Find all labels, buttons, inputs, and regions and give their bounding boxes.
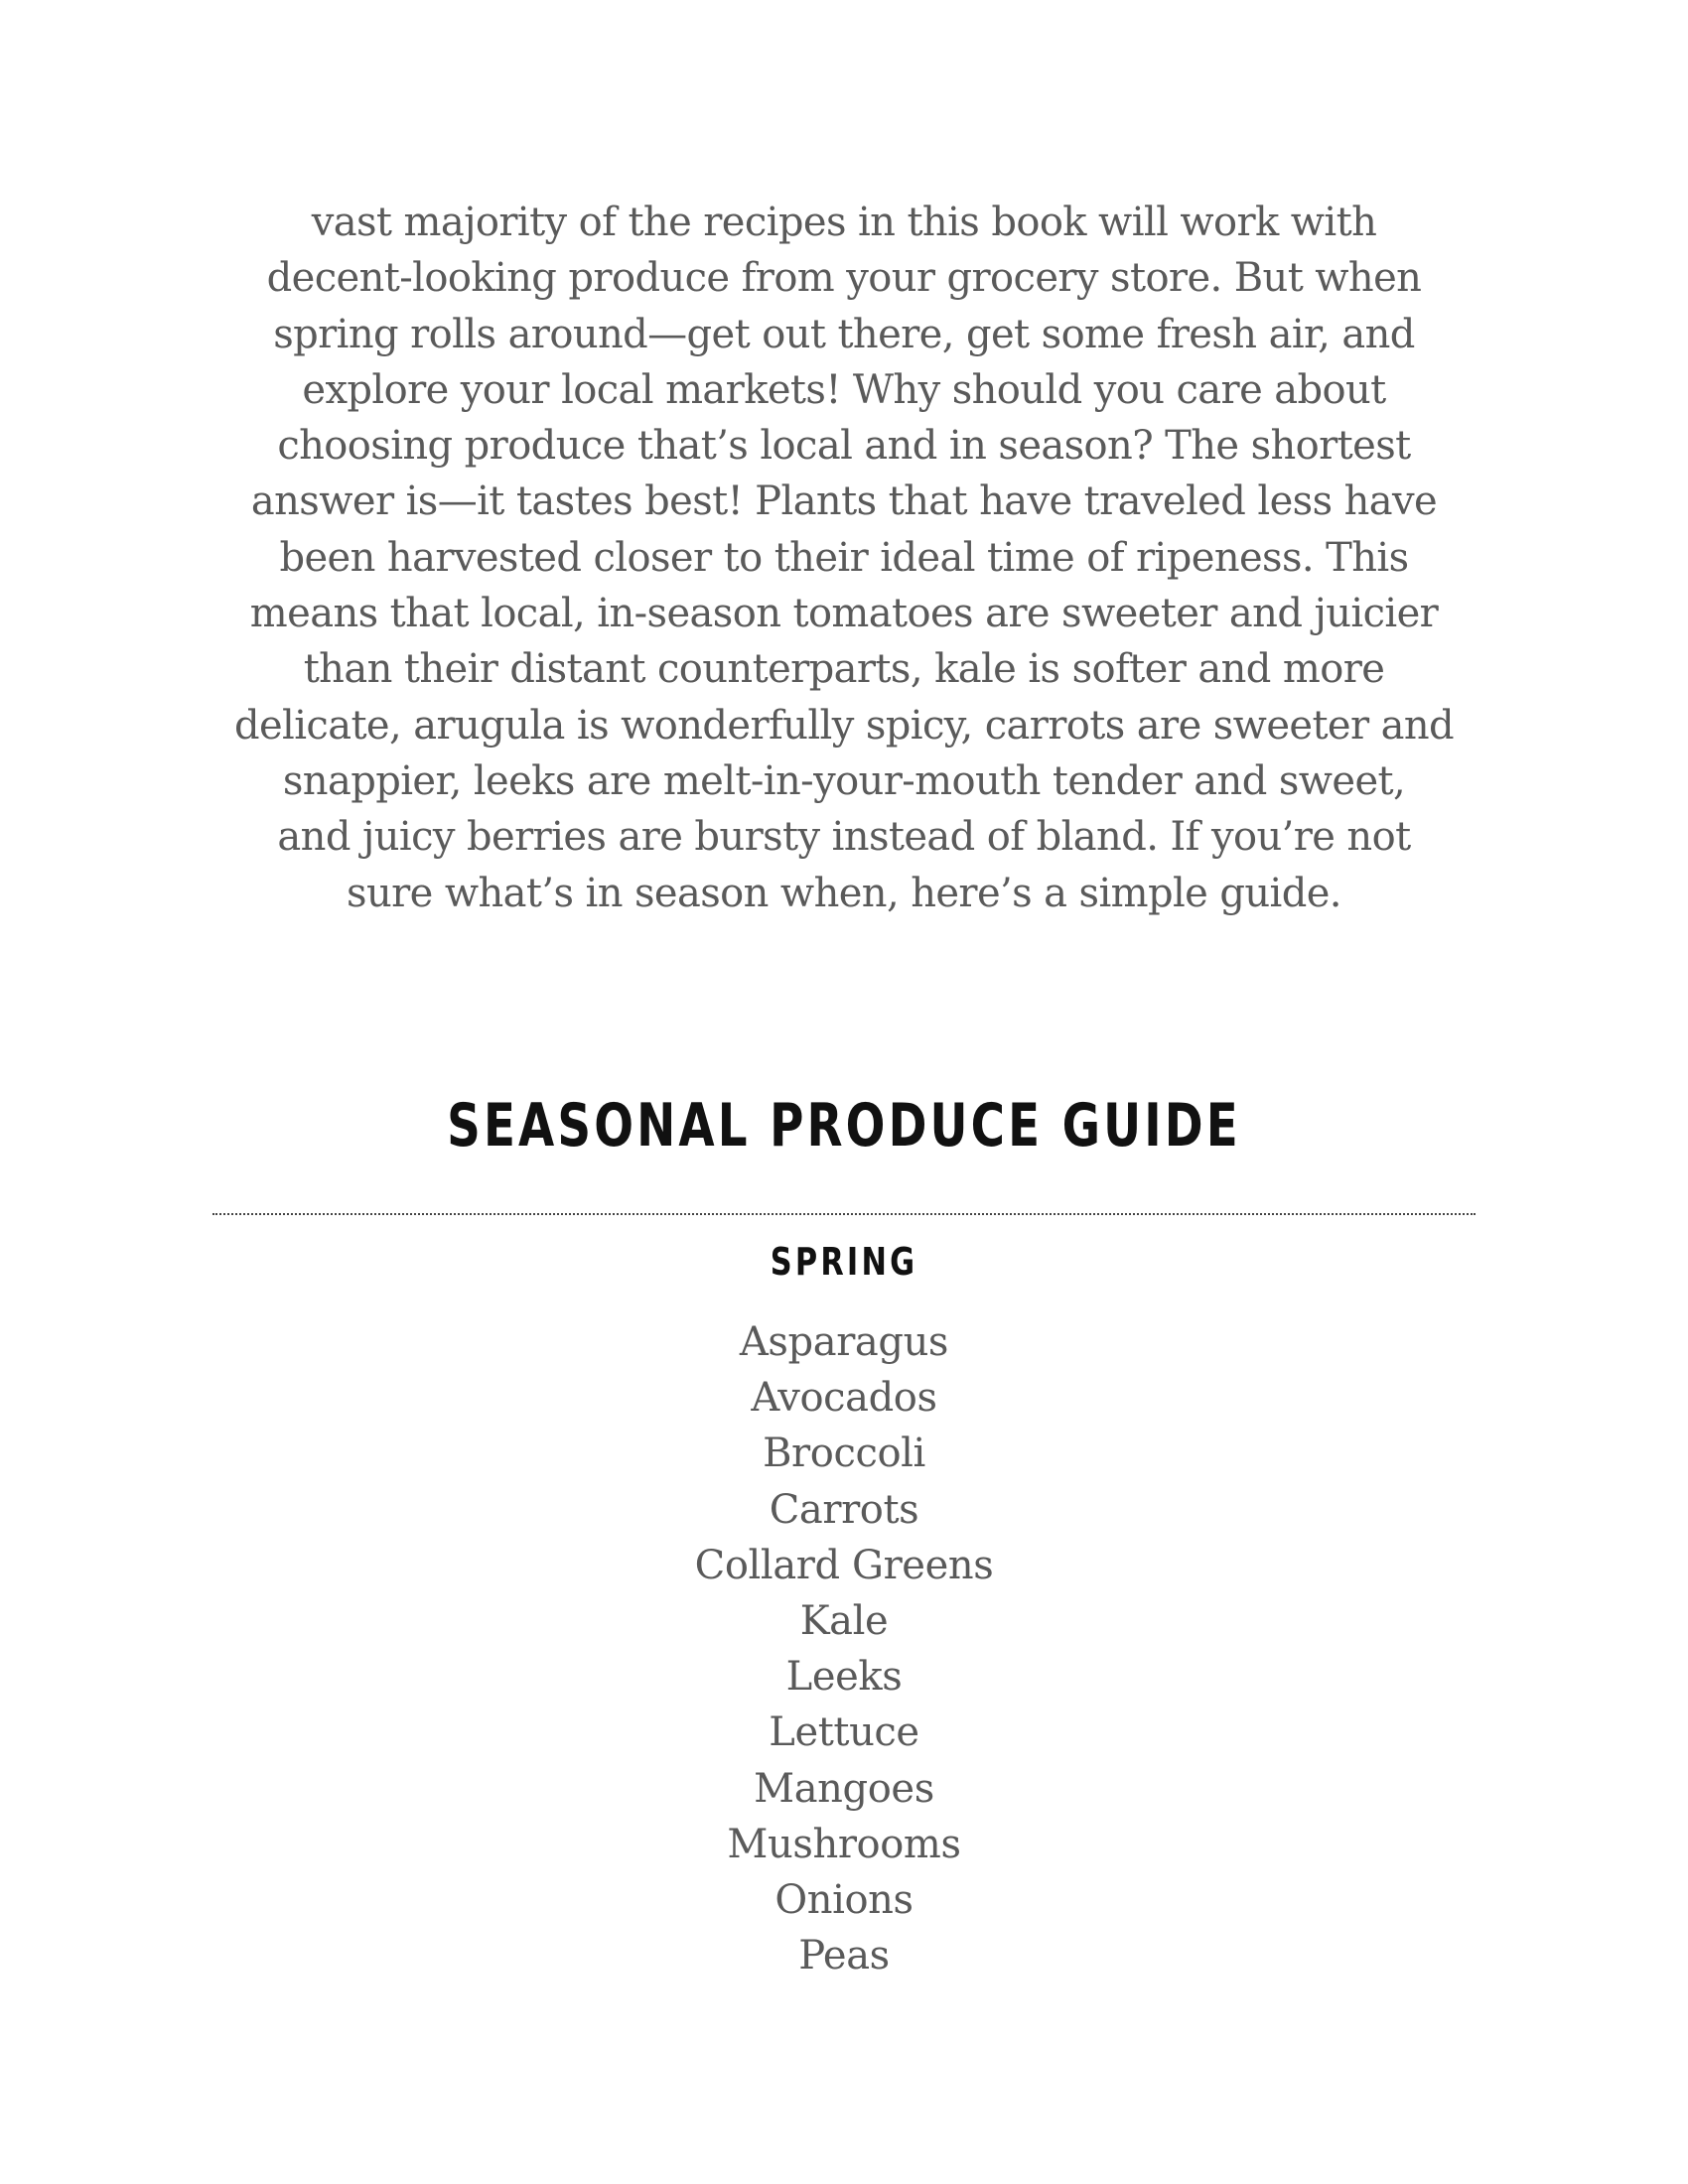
produce-item: Mangoes [754,1765,934,1812]
intro-line: sure what’s in season when, here’s a simple guide. [347,870,1341,916]
produce-item: Mushrooms [727,1821,961,1867]
produce-item: Lettuce [769,1709,919,1756]
intro-line: vast majority of the recipes in this book will work with [311,200,1377,245]
intro-line: and juicy berries are bursty instead of bland. If you’re not [277,814,1411,861]
produce-item: Carrots [769,1486,919,1533]
intro-line: means that local, in-season tomatoes are sweeter and juicier [249,591,1439,637]
intro-line: decent-looking produce from your grocery store. But when [266,255,1422,302]
produce-item: Collard Greens [694,1542,994,1588]
intro-line: choosing produce that’s local and in season? The shortest [277,423,1411,470]
produce-item: Peas [798,1933,890,1979]
intro-line: spring rolls around—get out there, get some fresh air, and [273,311,1415,357]
intro-line: explore your local markets! Why should you care about [302,366,1386,413]
produce-item: Avocados [751,1375,937,1422]
produce-list [0,1314,1688,1983]
intro-paragraph [211,195,1477,921]
intro-line: answer is—it tastes best! Plants that have traveled less have [250,478,1438,525]
season-heading: SPRING [770,1240,918,1284]
produce-item: Broccoli [763,1431,925,1477]
produce-item: Asparagus [739,1319,949,1365]
produce-item: Kale [799,1598,889,1645]
intro-line: been harvested closer to their ideal time of ripeness. This [279,534,1409,581]
intro-line: snappier, leeks are melt-in-your-mouth tender and sweet, [282,757,1406,804]
guide-title: SEASONAL PRODUCE GUIDE [447,1091,1241,1160]
dotted-divider [212,1213,1476,1215]
intro-line: delicate, arugula is wonderfully spicy, carrots are sweeter and [233,702,1455,749]
produce-item: Onions [774,1877,914,1924]
intro-line: than their distant counterparts, kale is softer and more [303,646,1385,693]
produce-item: Leeks [785,1654,903,1701]
